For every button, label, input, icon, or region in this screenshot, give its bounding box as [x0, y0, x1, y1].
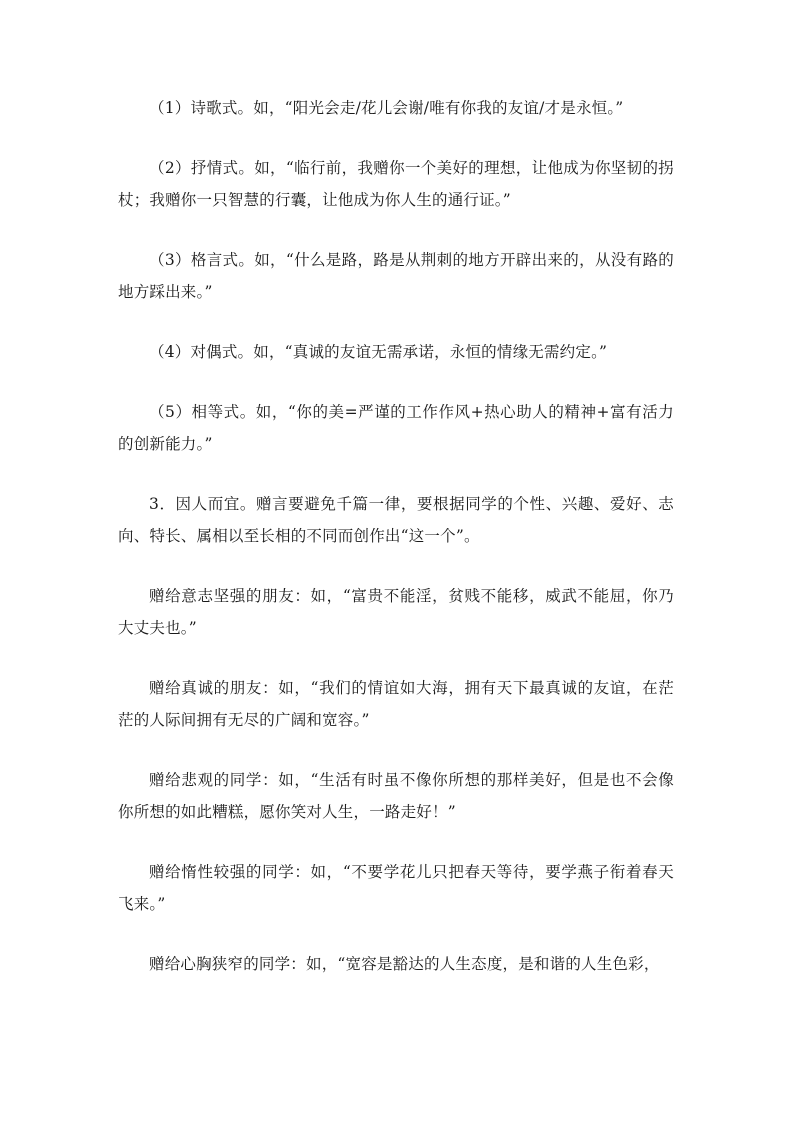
paragraph-tailor-to-person: 3．因人而宜。赠言要避免千篇一律，要根据同学的个性、兴趣、爱好、志向、特长、属相以至长相的不同而创作出“这一个”。 [118, 495, 674, 545]
paragraph-lyrical-style: （2）抒情式。如，“临行前，我赠你一个美好的理想，让他成为你坚韧的拐杖；我赠你一只智慧的行囊，让他成为你人生的通行证。” [118, 159, 674, 209]
paragraph-aphorism-style: （3）格言式。如，“什么是路，路是从荆刺的地方开辟出来的，从没有路的地方踩出来。” [118, 251, 674, 301]
paragraph-lazy-classmate: 赠给惰性较强的同学：如，“不要学花儿只把春天等待，要学燕子衔着春天飞来。” [118, 863, 674, 913]
document-body [118, 92, 674, 1008]
paragraph-strong-will-friend: 赠给意志坚强的朋友：如，“富贵不能淫，贫贱不能移，威武不能屈，你乃大丈夫也。” [118, 587, 674, 637]
paragraph-sincere-friend: 赠给真诚的朋友：如，“我们的情谊如大海，拥有天下最真诚的友谊，在茫茫的人际间拥有无尽的广阔和宽容。” [118, 679, 674, 729]
paragraph-antithesis-style: （4）对偶式。如，“真诚的友谊无需承诺，永恒的情缘无需约定。” [149, 343, 608, 361]
paragraph-narrow-minded-classmate: 赠给心胸狭窄的同学：如，“宽容是豁达的人生态度，是和谐的人生色彩， [149, 955, 660, 973]
paragraph-equation-style: （5）相等式。如，“你的美=严谨的工作作风+热心助人的精神+富有活力的创新能力。” [118, 403, 674, 453]
paragraph-poetry-style: （1）诗歌式。如，“阳光会走/花儿会谢/唯有你我的友谊/才是永恒。” [149, 99, 624, 117]
paragraph-pessimistic-classmate: 赠给悲观的同学：如，“生活有时虽不像你所想的那样美好，但是也不会像你所想的如此糟糕，愿你笑对人生，一路走好！” [118, 771, 674, 821]
